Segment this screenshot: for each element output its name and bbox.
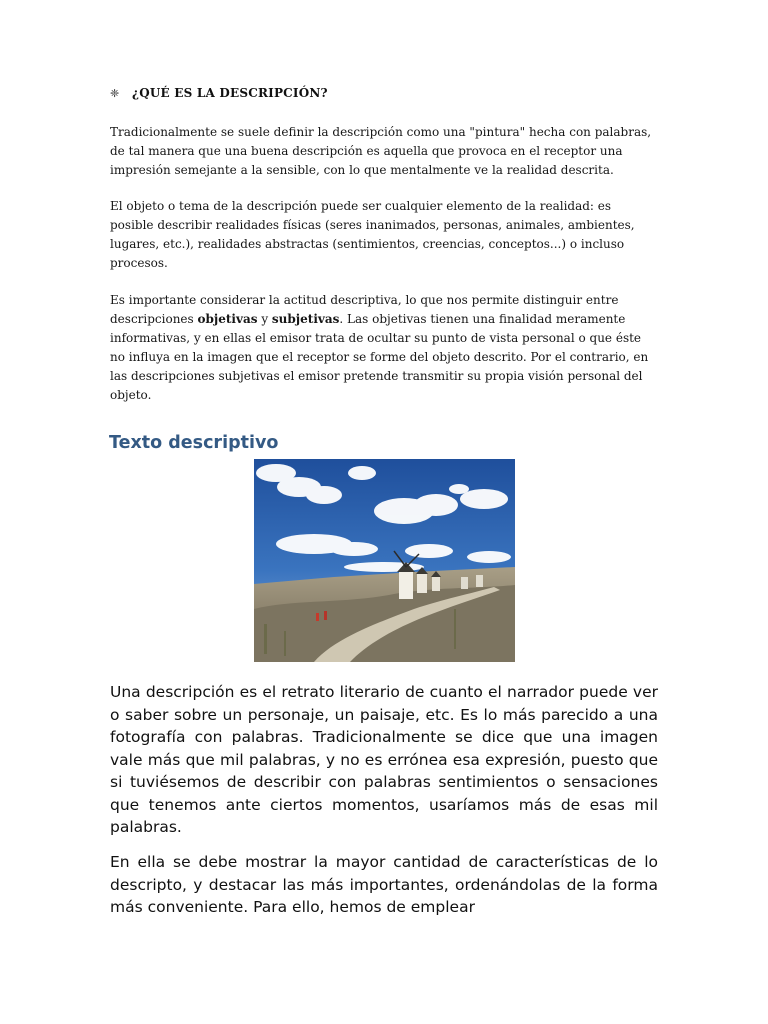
paragraph-attitude-text-3: . Las objetivas tienen una finalidad meramente informativas, y en ellas el emisor trata de ocultar su punto de vista personal o que éste no influya en la imagen que el receptor se forme del objeto descrito. Por el contrario, en las descripciones subjetivas el emisor pretende transmitir su propia visión personal del objeto.: [110, 312, 649, 402]
windmills-landscape-image: [254, 459, 515, 662]
bold-subjetivas: subjetivas: [271, 312, 340, 326]
heading-title: ¿QUÉ ES LA DESCRIPCIÓN?: [132, 86, 328, 100]
paragraph-attitude-text-2: y: [257, 312, 272, 326]
section-title-texto-descriptivo: Texto descriptivo: [109, 433, 279, 453]
bold-objetivas: objetivas: [197, 312, 258, 326]
paragraph-attitude-text-1: Es importante considerar la actitud descriptiva, lo que nos permite distinguir entre descripciones: [110, 293, 619, 326]
paragraph-object: El objeto o tema de la descripción puede ser cualquier elemento de la realidad: es posible describir realidades físicas (seres inanimados, personas, animales, ambientes, lugares, etc.), realidades abstractas (sentimientos, creencias, conceptos...) o incluso procesos.: [110, 199, 635, 270]
bullet-icon: ❈: [110, 87, 120, 100]
section-heading: [110, 86, 328, 100]
body-paragraph-retrato: Una descripción es el retrato literario de cuanto el narrador puede ver o saber sobre un personaje, un paisaje, etc. Es lo más parecido a una fotografía con palabras. Tradicionalmente se dice que una imagen vale más que mil palabras, y no es errónea esa expresión, puesto que si tuviésemos de describir con palabras sentimientos o sensaciones que tenemos ante ciertos momentos, usaríamos más de esas mil palabras.: [110, 683, 658, 836]
paragraph-definition: Tradicionalmente se suele definir la descripción como una "pintura" hecha con palabras, de tal manera que una buena descripción es aquella que provoca en el receptor una impresión semejante a la sensible, con lo que mentalmente ve la realidad descrita.: [110, 125, 652, 177]
body-paragraph-caracteristicas: En ella se debe mostrar la mayor cantidad de características de lo descripto, y destacar las más importantes, ordenándolas de la forma más conveniente. Para ello, hemos de emplear: [110, 853, 658, 916]
paragraph-attitude: [110, 291, 658, 405]
